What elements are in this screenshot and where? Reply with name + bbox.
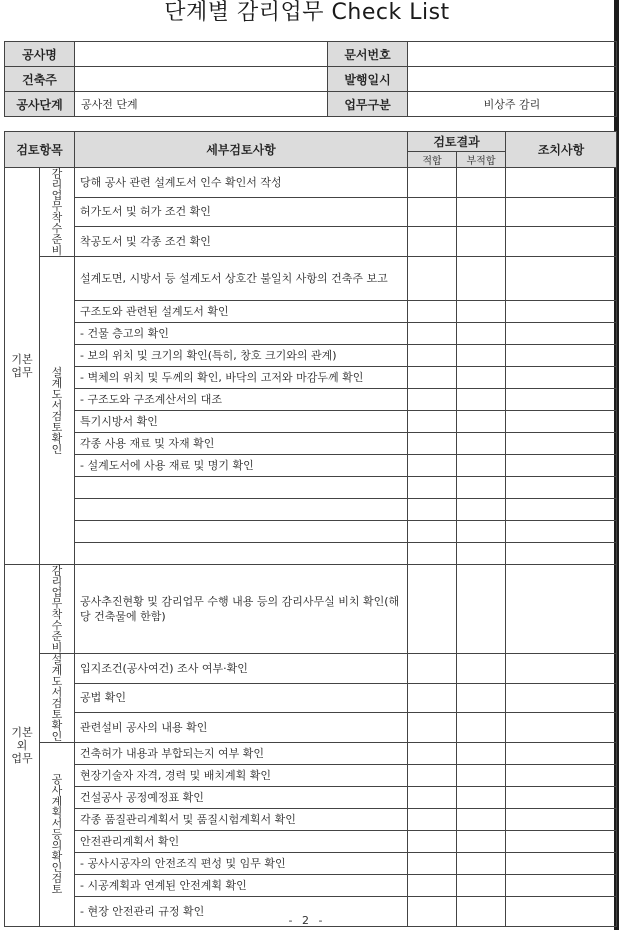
header-action: 조치사항	[506, 132, 617, 168]
subcategory-cell: 감리업무착수준비	[40, 168, 75, 257]
pass-cell[interactable]	[408, 499, 457, 521]
pass-cell[interactable]	[408, 543, 457, 565]
detail-cell: 관련설비 공사의 내용 확인	[75, 713, 408, 743]
action-cell[interactable]	[506, 257, 617, 301]
action-cell[interactable]	[506, 809, 617, 831]
fail-cell[interactable]	[457, 565, 506, 654]
header-result: 검토결과	[408, 132, 506, 152]
project-name-label: 공사명	[5, 42, 75, 67]
detail-cell: - 구조도와 구조계산서의 대조	[75, 389, 408, 411]
action-cell[interactable]	[506, 389, 617, 411]
pass-cell[interactable]	[408, 565, 457, 654]
detail-cell	[75, 543, 408, 565]
fail-cell[interactable]	[457, 257, 506, 301]
action-cell[interactable]	[506, 787, 617, 809]
detail-cell: 공법 확인	[75, 683, 408, 713]
fail-cell[interactable]	[457, 227, 506, 257]
table-row	[5, 521, 617, 543]
table-row	[5, 875, 617, 897]
detail-cell: 각종 사용 재료 및 자재 확인	[75, 433, 408, 455]
fail-cell[interactable]	[457, 168, 506, 198]
detail-cell: - 공사시공자의 안전조직 편성 및 임무 확인	[75, 853, 408, 875]
fail-cell[interactable]	[457, 875, 506, 897]
detail-cell: - 건물 층고의 확인	[75, 323, 408, 345]
table-row	[5, 433, 617, 455]
fail-cell[interactable]	[457, 477, 506, 499]
pass-cell[interactable]	[408, 433, 457, 455]
pass-cell[interactable]	[408, 301, 457, 323]
action-cell[interactable]	[506, 713, 617, 743]
pass-cell[interactable]	[408, 411, 457, 433]
stage-value: 공사전 단계	[75, 92, 328, 117]
table-row	[5, 713, 617, 743]
stage-label: 공사단계	[5, 92, 75, 117]
fail-cell[interactable]	[457, 499, 506, 521]
action-cell[interactable]	[506, 367, 617, 389]
table-row	[5, 301, 617, 323]
action-cell[interactable]	[506, 345, 617, 367]
detail-cell: 건축허가 내용과 부합되는지 여부 확인	[75, 743, 408, 765]
detail-cell: 안전관리계획서 확인	[75, 831, 408, 853]
issue-date-value	[408, 67, 617, 92]
fail-cell[interactable]	[457, 831, 506, 853]
pass-cell[interactable]	[408, 809, 457, 831]
pass-cell[interactable]	[408, 367, 457, 389]
action-cell[interactable]	[506, 654, 617, 684]
header-item: 검토항목	[5, 132, 75, 168]
action-cell[interactable]	[506, 521, 617, 543]
action-cell[interactable]	[506, 765, 617, 787]
checklist-table	[4, 131, 617, 927]
action-cell[interactable]	[506, 323, 617, 345]
action-cell[interactable]	[506, 455, 617, 477]
pass-cell[interactable]	[408, 345, 457, 367]
table-row	[5, 323, 617, 345]
action-cell[interactable]	[506, 853, 617, 875]
action-cell[interactable]	[506, 168, 617, 198]
detail-cell: 각종 품질관리계획서 및 품질시험계획서 확인	[75, 809, 408, 831]
action-cell[interactable]	[506, 875, 617, 897]
owner-label: 건축주	[5, 67, 75, 92]
page-title: 단계별 감리업무 Check List	[164, 0, 450, 25]
pass-cell[interactable]	[408, 477, 457, 499]
detail-cell: 특기시방서 확인	[75, 411, 408, 433]
detail-cell: 설계도면, 시방서 등 설계도서 상호간 불일치 사항의 건축주 보고	[75, 257, 408, 301]
pass-cell[interactable]	[408, 227, 457, 257]
fail-cell[interactable]	[457, 367, 506, 389]
issue-date-label: 발행일시	[328, 67, 408, 92]
owner-value	[75, 67, 328, 92]
detail-cell: 허가도서 및 허가 조건 확인	[75, 197, 408, 227]
pass-cell[interactable]	[408, 323, 457, 345]
detail-cell: 공사추진현황 및 감리업무 수행 내용 등의 감리사무실 비치 확인(해당 건축물에 한함)	[75, 565, 408, 654]
action-cell[interactable]	[506, 683, 617, 713]
pass-cell[interactable]	[408, 168, 457, 198]
table-row	[5, 197, 617, 227]
action-cell[interactable]	[506, 301, 617, 323]
action-cell[interactable]	[506, 227, 617, 257]
fail-cell[interactable]	[457, 323, 506, 345]
action-cell[interactable]	[506, 499, 617, 521]
action-cell[interactable]	[506, 477, 617, 499]
header-fail: 부적합	[457, 152, 506, 168]
pass-cell[interactable]	[408, 787, 457, 809]
pass-cell[interactable]	[408, 875, 457, 897]
header-detail: 세부검토사항	[75, 132, 408, 168]
detail-cell	[75, 477, 408, 499]
fail-cell[interactable]	[457, 743, 506, 765]
header-pass: 적합	[408, 152, 457, 168]
pass-cell[interactable]	[408, 197, 457, 227]
fail-cell[interactable]	[457, 301, 506, 323]
doc-no-label: 문서번호	[328, 42, 408, 67]
pass-cell[interactable]	[408, 521, 457, 543]
pass-cell[interactable]	[408, 831, 457, 853]
detail-cell: 착공도서 및 각종 조건 확인	[75, 227, 408, 257]
action-cell[interactable]	[506, 433, 617, 455]
detail-cell: 현장기술자 자격, 경력 및 배치계획 확인	[75, 765, 408, 787]
table-row	[5, 683, 617, 713]
detail-cell: 건설공사 공정예정표 확인	[75, 787, 408, 809]
pass-cell[interactable]	[408, 683, 457, 713]
action-cell[interactable]	[506, 411, 617, 433]
detail-cell: - 설계도서에 사용 재료 및 명기 확인	[75, 455, 408, 477]
doc-no-value	[408, 42, 617, 67]
table-row	[5, 565, 617, 654]
pass-cell[interactable]	[408, 654, 457, 684]
detail-cell: 구조도와 관련된 설계도서 확인	[75, 301, 408, 323]
page-number: - 2 -	[288, 914, 326, 927]
fail-cell[interactable]	[457, 853, 506, 875]
fail-cell[interactable]	[457, 543, 506, 565]
pass-cell[interactable]	[408, 455, 457, 477]
table-row	[5, 765, 617, 787]
table-row	[5, 654, 617, 684]
fail-cell[interactable]	[457, 455, 506, 477]
fail-cell[interactable]	[457, 389, 506, 411]
subcategory-cell: 공사계획서등의확인검토	[40, 743, 75, 927]
table-row	[5, 455, 617, 477]
table-row	[5, 227, 617, 257]
action-cell[interactable]	[506, 831, 617, 853]
category-cell: 기본 외 업무	[5, 565, 40, 927]
fail-cell[interactable]	[457, 433, 506, 455]
table-row	[5, 257, 617, 301]
table-row	[5, 831, 617, 853]
fail-cell[interactable]	[457, 787, 506, 809]
detail-cell: - 시공계획과 연계된 안전계획 확인	[75, 875, 408, 897]
fail-cell[interactable]	[457, 345, 506, 367]
pass-cell[interactable]	[408, 713, 457, 743]
table-row	[5, 168, 617, 198]
table-row	[5, 499, 617, 521]
pass-cell[interactable]	[408, 853, 457, 875]
fail-cell[interactable]	[457, 765, 506, 787]
detail-cell	[75, 521, 408, 543]
detail-cell: 입지조건(공사여건) 조사 여부·확인	[75, 654, 408, 684]
fail-cell[interactable]	[457, 411, 506, 433]
subcategory-cell: 설계도서검토확인	[40, 654, 75, 743]
table-row	[5, 477, 617, 499]
pass-cell[interactable]	[408, 257, 457, 301]
fail-cell[interactable]	[457, 809, 506, 831]
fail-cell[interactable]	[457, 713, 506, 743]
detail-cell: 당해 공사 관련 설계도서 인수 확인서 작성	[75, 168, 408, 198]
action-cell[interactable]	[506, 743, 617, 765]
fail-cell[interactable]	[457, 654, 506, 684]
checklist-body	[5, 168, 617, 927]
fail-cell[interactable]	[457, 683, 506, 713]
work-type-label: 업무구분	[328, 92, 408, 117]
action-cell[interactable]	[506, 565, 617, 654]
pass-cell[interactable]	[408, 389, 457, 411]
fail-cell[interactable]	[457, 197, 506, 227]
table-row	[5, 787, 617, 809]
table-row	[5, 543, 617, 565]
table-row	[5, 411, 617, 433]
detail-cell: - 현장 안전관리 규정 확인	[75, 897, 408, 927]
table-row	[5, 345, 617, 367]
table-row	[5, 853, 617, 875]
subcategory-cell: 설계도서검토확인	[40, 257, 75, 565]
table-row	[5, 389, 617, 411]
detail-cell	[75, 499, 408, 521]
category-cell: 기본 업무	[5, 168, 40, 565]
info-table	[4, 41, 617, 117]
table-row	[5, 743, 617, 765]
fail-cell[interactable]	[457, 521, 506, 543]
project-name-value	[75, 42, 328, 67]
pass-cell[interactable]	[408, 743, 457, 765]
work-type-value: 비상주 감리	[408, 92, 617, 117]
subcategory-cell: 감리업무착수준비	[40, 565, 75, 654]
table-row	[5, 809, 617, 831]
action-cell[interactable]	[506, 197, 617, 227]
action-cell[interactable]	[506, 543, 617, 565]
detail-cell: - 보의 위치 및 크기의 확인(특히, 창호 크기와의 관계)	[75, 345, 408, 367]
pass-cell[interactable]	[408, 765, 457, 787]
detail-cell: - 벽체의 위치 및 두께의 확인, 바닥의 고저와 마감두께 확인	[75, 367, 408, 389]
table-row	[5, 367, 617, 389]
